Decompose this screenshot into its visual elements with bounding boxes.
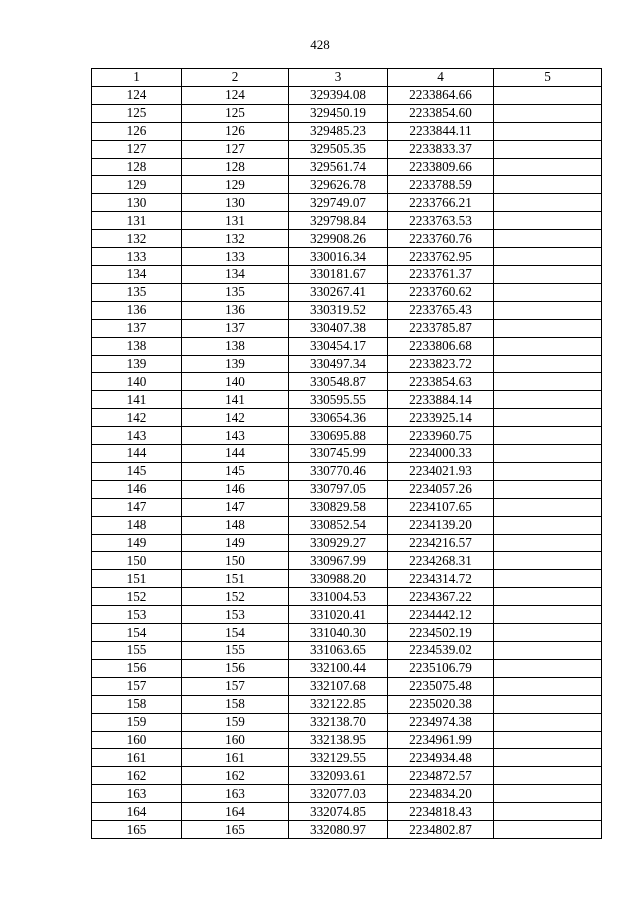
table-cell <box>494 480 602 498</box>
table-cell: 332074.85 <box>289 803 388 821</box>
table-cell: 149 <box>182 534 289 552</box>
table-cell: 150 <box>92 552 182 570</box>
table-row <box>92 677 602 695</box>
table-cell: 2234974.38 <box>388 713 494 731</box>
table-cell: 2233854.63 <box>388 373 494 391</box>
table-row <box>92 355 602 373</box>
table-cell: 330745.99 <box>289 445 388 463</box>
table-cell <box>494 283 602 301</box>
table-row <box>92 409 602 427</box>
table-cell <box>494 785 602 803</box>
table-cell: 140 <box>182 373 289 391</box>
table-row <box>92 749 602 767</box>
table-cell <box>494 337 602 355</box>
table-row <box>92 194 602 212</box>
table-cell: 2233809.66 <box>388 158 494 176</box>
table-cell: 126 <box>92 122 182 140</box>
table-cell: 329626.78 <box>289 176 388 194</box>
table-cell <box>494 212 602 230</box>
table-cell: 161 <box>92 749 182 767</box>
table-cell: 134 <box>182 265 289 283</box>
table-cell: 2233884.14 <box>388 391 494 409</box>
table-cell: 148 <box>92 516 182 534</box>
table-row <box>92 803 602 821</box>
table-cell: 139 <box>182 355 289 373</box>
table-cell: 146 <box>92 480 182 498</box>
table-body <box>92 86 602 838</box>
table-cell: 165 <box>92 821 182 839</box>
table-cell: 153 <box>182 606 289 624</box>
table-cell: 330654.36 <box>289 409 388 427</box>
table-cell: 161 <box>182 749 289 767</box>
table-cell: 144 <box>182 445 289 463</box>
table-cell: 152 <box>92 588 182 606</box>
table-cell: 2234216.57 <box>388 534 494 552</box>
header-row <box>92 69 602 87</box>
table-row <box>92 570 602 588</box>
table-row <box>92 427 602 445</box>
table-cell: 129 <box>92 176 182 194</box>
table-cell: 127 <box>92 140 182 158</box>
table-cell: 330852.54 <box>289 516 388 534</box>
table-cell: 331063.65 <box>289 642 388 660</box>
table-cell: 134 <box>92 265 182 283</box>
table-cell <box>494 265 602 283</box>
table-cell: 2234314.72 <box>388 570 494 588</box>
table-cell: 331004.53 <box>289 588 388 606</box>
table-row <box>92 480 602 498</box>
table-cell: 129 <box>182 176 289 194</box>
table-row <box>92 104 602 122</box>
table-cell: 148 <box>182 516 289 534</box>
table-cell: 130 <box>182 194 289 212</box>
page-number: 428 <box>310 37 330 52</box>
table-cell <box>494 695 602 713</box>
table-cell: 330829.58 <box>289 498 388 516</box>
table-cell: 332093.61 <box>289 767 388 785</box>
table-cell <box>494 373 602 391</box>
table-cell <box>494 445 602 463</box>
table-row <box>92 731 602 749</box>
table-cell: 156 <box>182 659 289 677</box>
table-cell: 2235106.79 <box>388 659 494 677</box>
table-cell: 160 <box>182 731 289 749</box>
table-row <box>92 122 602 140</box>
table-cell: 137 <box>92 319 182 337</box>
table-cell: 2233785.87 <box>388 319 494 337</box>
table-cell: 163 <box>182 785 289 803</box>
table-cell: 2234442.12 <box>388 606 494 624</box>
table-row <box>92 695 602 713</box>
table-cell: 130 <box>92 194 182 212</box>
table-row <box>92 462 602 480</box>
table-cell: 2233761.37 <box>388 265 494 283</box>
table-cell <box>494 606 602 624</box>
table-cell: 157 <box>92 677 182 695</box>
table-cell: 330967.99 <box>289 552 388 570</box>
table-cell: 330548.87 <box>289 373 388 391</box>
column-header: 4 <box>388 69 494 87</box>
table-cell: 2233854.60 <box>388 104 494 122</box>
table-cell: 141 <box>182 391 289 409</box>
table-cell <box>494 409 602 427</box>
table-cell: 145 <box>92 462 182 480</box>
table-cell: 138 <box>92 337 182 355</box>
table-cell: 151 <box>182 570 289 588</box>
table-cell <box>494 749 602 767</box>
table-row <box>92 785 602 803</box>
table-cell: 136 <box>182 301 289 319</box>
table-cell: 144 <box>92 445 182 463</box>
table-cell: 2233763.53 <box>388 212 494 230</box>
table-row <box>92 86 602 104</box>
table-cell: 2233844.11 <box>388 122 494 140</box>
table-cell: 139 <box>92 355 182 373</box>
table-row <box>92 337 602 355</box>
table-cell: 330267.41 <box>289 283 388 301</box>
table-row <box>92 642 602 660</box>
table-row <box>92 248 602 266</box>
table-row <box>92 283 602 301</box>
column-header: 3 <box>289 69 388 87</box>
table-cell: 2234802.87 <box>388 821 494 839</box>
table-row <box>92 821 602 839</box>
table-cell <box>494 427 602 445</box>
table-row <box>92 624 602 642</box>
table-cell <box>494 534 602 552</box>
table-row <box>92 176 602 194</box>
table-cell: 165 <box>182 821 289 839</box>
table-row <box>92 230 602 248</box>
table-cell <box>494 642 602 660</box>
table-cell: 160 <box>92 731 182 749</box>
table-cell: 2233833.37 <box>388 140 494 158</box>
table-cell: 159 <box>92 713 182 731</box>
table-cell: 163 <box>92 785 182 803</box>
table-row <box>92 373 602 391</box>
table-cell <box>494 158 602 176</box>
table-row <box>92 445 602 463</box>
table-cell: 157 <box>182 677 289 695</box>
table-cell <box>494 301 602 319</box>
table-cell: 2234000.33 <box>388 445 494 463</box>
table-cell: 135 <box>182 283 289 301</box>
table-cell: 330319.52 <box>289 301 388 319</box>
table-cell: 330407.38 <box>289 319 388 337</box>
table-cell: 127 <box>182 140 289 158</box>
table-cell: 332100.44 <box>289 659 388 677</box>
table-cell: 128 <box>92 158 182 176</box>
table-row <box>92 265 602 283</box>
table-cell: 2233864.66 <box>388 86 494 104</box>
table-cell <box>494 821 602 839</box>
table-cell <box>494 552 602 570</box>
table-header <box>92 69 602 87</box>
table-cell: 153 <box>92 606 182 624</box>
table-cell: 135 <box>92 283 182 301</box>
table-cell <box>494 731 602 749</box>
table-cell <box>494 498 602 516</box>
table-cell: 128 <box>182 158 289 176</box>
table-cell: 329749.07 <box>289 194 388 212</box>
table-cell: 150 <box>182 552 289 570</box>
table-cell <box>494 516 602 534</box>
table-cell: 330695.88 <box>289 427 388 445</box>
table-cell: 2234139.20 <box>388 516 494 534</box>
table-cell: 329798.84 <box>289 212 388 230</box>
table-cell: 2234961.99 <box>388 731 494 749</box>
table-cell <box>494 194 602 212</box>
table-cell: 331040.30 <box>289 624 388 642</box>
table-cell: 164 <box>182 803 289 821</box>
table-cell: 133 <box>92 248 182 266</box>
table-cell: 2233823.72 <box>388 355 494 373</box>
table-cell: 131 <box>182 212 289 230</box>
table-cell: 133 <box>182 248 289 266</box>
column-header: 1 <box>92 69 182 87</box>
table-cell: 332129.55 <box>289 749 388 767</box>
table-cell: 142 <box>92 409 182 427</box>
table-cell: 126 <box>182 122 289 140</box>
table-row <box>92 534 602 552</box>
table-cell: 154 <box>182 624 289 642</box>
table-cell: 149 <box>92 534 182 552</box>
table-cell: 330988.20 <box>289 570 388 588</box>
table-cell: 330454.17 <box>289 337 388 355</box>
table-cell: 162 <box>92 767 182 785</box>
table-cell: 332138.70 <box>289 713 388 731</box>
column-header: 2 <box>182 69 289 87</box>
table-cell: 2234268.31 <box>388 552 494 570</box>
table-cell: 152 <box>182 588 289 606</box>
table-cell: 332107.68 <box>289 677 388 695</box>
table-cell: 159 <box>182 713 289 731</box>
table-cell <box>494 588 602 606</box>
table-row <box>92 301 602 319</box>
table-row <box>92 588 602 606</box>
table-cell: 2234107.65 <box>388 498 494 516</box>
table-cell: 329505.35 <box>289 140 388 158</box>
table-cell: 330797.05 <box>289 480 388 498</box>
table-cell: 143 <box>182 427 289 445</box>
table-cell: 329485.23 <box>289 122 388 140</box>
table-cell: 132 <box>92 230 182 248</box>
table-cell: 330595.55 <box>289 391 388 409</box>
table-cell: 2233760.76 <box>388 230 494 248</box>
table-cell <box>494 122 602 140</box>
table-cell: 145 <box>182 462 289 480</box>
table-cell: 330929.27 <box>289 534 388 552</box>
table-cell: 2233788.59 <box>388 176 494 194</box>
table-cell: 2234367.22 <box>388 588 494 606</box>
table-cell: 147 <box>92 498 182 516</box>
table-cell: 330016.34 <box>289 248 388 266</box>
table-cell: 2234834.20 <box>388 785 494 803</box>
column-header: 5 <box>494 69 602 87</box>
table-row <box>92 212 602 230</box>
table-cell: 2233806.68 <box>388 337 494 355</box>
table-cell: 332080.97 <box>289 821 388 839</box>
table-cell: 2233925.14 <box>388 409 494 427</box>
table-cell: 2234502.19 <box>388 624 494 642</box>
table-cell: 140 <box>92 373 182 391</box>
table-cell: 138 <box>182 337 289 355</box>
table-cell <box>494 230 602 248</box>
table-cell: 329450.19 <box>289 104 388 122</box>
table-cell <box>494 104 602 122</box>
table-cell: 151 <box>92 570 182 588</box>
table-cell: 132 <box>182 230 289 248</box>
table-cell: 2235020.38 <box>388 695 494 713</box>
table-cell: 2233762.95 <box>388 248 494 266</box>
table-cell: 125 <box>92 104 182 122</box>
table-cell: 131 <box>92 212 182 230</box>
table-cell: 124 <box>182 86 289 104</box>
table-row <box>92 713 602 731</box>
table-cell: 329394.08 <box>289 86 388 104</box>
table-cell: 2234057.26 <box>388 480 494 498</box>
table-cell: 155 <box>182 642 289 660</box>
table-cell: 2233765.43 <box>388 301 494 319</box>
table-cell <box>494 319 602 337</box>
table-cell: 158 <box>92 695 182 713</box>
table-cell: 2235075.48 <box>388 677 494 695</box>
table-row <box>92 659 602 677</box>
table-row <box>92 516 602 534</box>
table-cell <box>494 659 602 677</box>
table-cell: 156 <box>92 659 182 677</box>
table-cell: 158 <box>182 695 289 713</box>
table-cell: 330497.34 <box>289 355 388 373</box>
coordinates-table <box>91 68 602 839</box>
table-row <box>92 158 602 176</box>
table-cell: 141 <box>92 391 182 409</box>
table-cell <box>494 767 602 785</box>
table-cell: 137 <box>182 319 289 337</box>
table-row <box>92 391 602 409</box>
table-cell: 147 <box>182 498 289 516</box>
table-cell <box>494 803 602 821</box>
table-cell <box>494 570 602 588</box>
table-cell <box>494 140 602 158</box>
table-cell: 2233766.21 <box>388 194 494 212</box>
table-cell: 332122.85 <box>289 695 388 713</box>
table-row <box>92 767 602 785</box>
table-cell <box>494 176 602 194</box>
table-cell: 136 <box>92 301 182 319</box>
table-cell <box>494 624 602 642</box>
table-cell <box>494 248 602 266</box>
table-cell <box>494 462 602 480</box>
table-cell: 2234934.48 <box>388 749 494 767</box>
table-row <box>92 552 602 570</box>
table-row <box>92 498 602 516</box>
table-cell: 124 <box>92 86 182 104</box>
table-cell: 2234818.43 <box>388 803 494 821</box>
table-cell: 162 <box>182 767 289 785</box>
table-cell: 2234539.02 <box>388 642 494 660</box>
table-cell: 2233960.75 <box>388 427 494 445</box>
table-row <box>92 319 602 337</box>
table-row <box>92 140 602 158</box>
table-cell: 143 <box>92 427 182 445</box>
table-cell <box>494 355 602 373</box>
table-cell <box>494 86 602 104</box>
table-cell: 2234021.93 <box>388 462 494 480</box>
table-cell: 142 <box>182 409 289 427</box>
table-cell: 330181.67 <box>289 265 388 283</box>
table-cell: 331020.41 <box>289 606 388 624</box>
table-cell <box>494 391 602 409</box>
table-cell: 2234872.57 <box>388 767 494 785</box>
table-cell: 164 <box>92 803 182 821</box>
table-row <box>92 606 602 624</box>
table-cell: 329908.26 <box>289 230 388 248</box>
table-cell: 332077.03 <box>289 785 388 803</box>
table-cell: 155 <box>92 642 182 660</box>
table-cell: 332138.95 <box>289 731 388 749</box>
table-cell: 330770.46 <box>289 462 388 480</box>
table-cell: 329561.74 <box>289 158 388 176</box>
table-cell: 146 <box>182 480 289 498</box>
table-cell <box>494 677 602 695</box>
table-cell <box>494 713 602 731</box>
table-cell: 2233760.62 <box>388 283 494 301</box>
table-cell: 125 <box>182 104 289 122</box>
table-cell: 154 <box>92 624 182 642</box>
